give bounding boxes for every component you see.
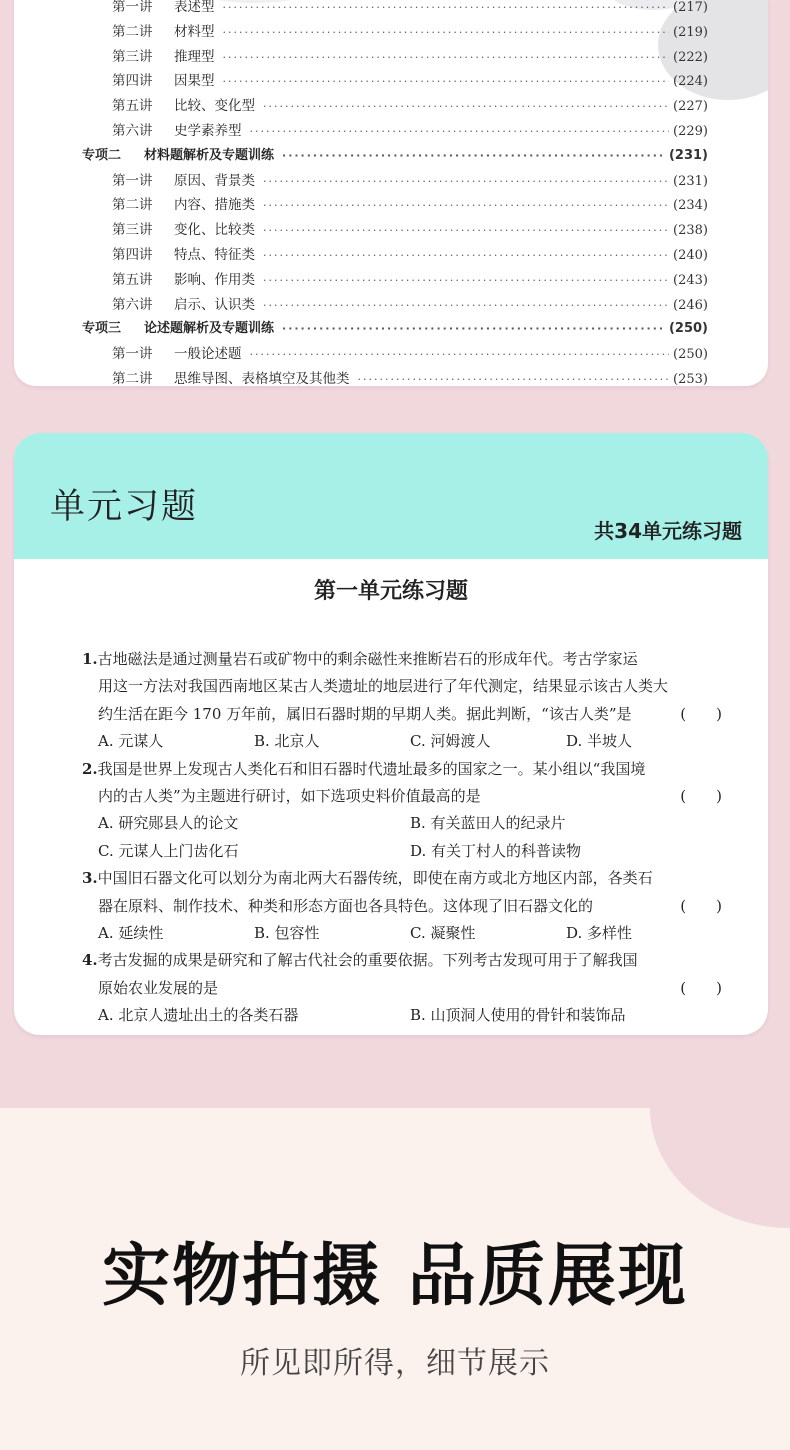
- toc-lecture-num: 第四讲: [112, 246, 153, 263]
- toc-title: 表述型: [174, 0, 215, 15]
- question-line: [82, 893, 722, 920]
- answer-blank: ( ): [680, 786, 722, 805]
- toc-title: 变化、比较类: [174, 222, 255, 239]
- toc-lecture-num: 第二讲: [112, 23, 153, 40]
- promo-headline: 实物拍摄 品质展现: [102, 1237, 688, 1316]
- answer-blank: ( ): [680, 704, 722, 723]
- answer-blank: ( ): [680, 896, 722, 915]
- question-line: [82, 975, 722, 1002]
- toc-lecture-num: 第一讲: [112, 172, 153, 189]
- toc-page: (227): [673, 99, 708, 115]
- option-a: A. 元谋人: [98, 732, 164, 751]
- toc-leader-dots: [263, 170, 669, 195]
- option-c: C. 凝聚性: [410, 923, 476, 942]
- option-d: D. 半坡人: [566, 732, 633, 751]
- option-b: B. 北京人: [254, 732, 320, 751]
- toc-leader-dots: [223, 0, 670, 21]
- toc-page: (229): [673, 123, 708, 139]
- toc-row: [14, 94, 768, 119]
- toc-page: (253): [673, 371, 708, 386]
- option-b: B. 有关蓝田人的纪录片: [410, 814, 566, 833]
- question-text: 内的古人类”为主题进行研讨，如下选项史料价值最高的是: [98, 786, 481, 805]
- toc-lecture-num: 第三讲: [112, 222, 153, 239]
- toc-title: 特点、特征类: [174, 246, 255, 263]
- toc-leader-dots: [282, 144, 665, 169]
- toc-leader-dots: [223, 46, 670, 71]
- toc-leader-dots: [250, 343, 670, 368]
- toc-page: (250): [668, 321, 708, 337]
- toc-page: (250): [673, 347, 708, 363]
- toc-page: (243): [673, 272, 708, 288]
- toc-title: 原因、背景类: [174, 172, 255, 189]
- toc-leader-dots: [263, 95, 669, 120]
- question-text: 器在原料、制作技术、种类和形态方面也各具特色。这体现了旧石器文化的: [98, 896, 594, 915]
- toc-title: 史学素养型: [174, 122, 242, 139]
- toc-title: 因果型: [174, 73, 215, 90]
- toc-page: (234): [673, 198, 708, 214]
- toc-row: [14, 69, 768, 94]
- question-number: 2.: [82, 759, 98, 778]
- unit-title: 单元习题: [50, 487, 199, 527]
- toc-leader-dots: [223, 70, 670, 95]
- toc-title: 一般论述题: [174, 346, 242, 363]
- toc-row: [14, 218, 768, 243]
- toc-lecture-num: 第一讲: [112, 346, 153, 363]
- toc-row: [14, 0, 768, 20]
- option-d: D. 多样性: [566, 923, 633, 942]
- toc-page: (231): [668, 147, 708, 163]
- toc-title: 影响、作用类: [174, 271, 255, 288]
- unit-exercises-card: [14, 433, 768, 1035]
- toc-lecture-num: 第四讲: [112, 73, 153, 90]
- option-c: C. 元谋人上门齿化石: [98, 841, 239, 860]
- question-text: 原始农业发展的是: [98, 978, 219, 997]
- toc-section-row: [14, 144, 768, 169]
- toc-page: (224): [673, 74, 708, 90]
- question-number: 4.: [82, 951, 98, 970]
- toc-page: (219): [673, 24, 708, 40]
- toc-row: [14, 243, 768, 268]
- unit-count: 共34单元练习题: [594, 519, 742, 543]
- question-list: [82, 646, 722, 1029]
- option-row: [82, 1002, 722, 1029]
- toc-lecture-num: 第二讲: [112, 197, 153, 214]
- toc-title: 启示、认识类: [174, 296, 255, 313]
- table-of-contents: [14, 0, 768, 386]
- toc-leader-dots: [263, 269, 669, 294]
- question-line: [82, 756, 722, 783]
- question-number: 3.: [82, 869, 98, 888]
- toc-row: [14, 367, 768, 386]
- toc-lecture-num: 第二讲: [112, 370, 153, 386]
- exercise-title: 第一单元练习题: [313, 578, 468, 604]
- option-c: C. 河姆渡人: [410, 732, 491, 751]
- toc-row: [14, 119, 768, 144]
- toc-section-title: 材料题解析及专题训练: [144, 147, 275, 163]
- option-d: D. 有关丁村人的科普读物: [410, 841, 582, 860]
- toc-page: (222): [673, 49, 708, 65]
- question-text: 约生活在距今 170 万年前，属旧石器时期的早期人类。据此判断，“该古人类”是: [98, 704, 632, 723]
- toc-row: [14, 193, 768, 218]
- toc-title: 比较、变化型: [174, 98, 255, 115]
- question-text: 中国旧石器文化可以划分为南北两大石器传统，即使在南方或北方地区内部，各类石: [97, 869, 653, 888]
- toc-title: 内容、措施类: [174, 197, 255, 214]
- answer-blank: ( ): [680, 978, 722, 997]
- toc-row: [14, 293, 768, 318]
- toc-page: (217): [673, 0, 708, 15]
- toc-section-row: [14, 317, 768, 342]
- toc-lecture-num: 第三讲: [112, 48, 153, 65]
- option-a: A. 研究郧县人的论文: [98, 814, 239, 833]
- question-line: [82, 783, 722, 810]
- toc-lecture-num: 第一讲: [112, 0, 153, 15]
- toc-lecture-num: 第六讲: [112, 296, 153, 313]
- promo-subline: 所见即所得，细节展示: [240, 1346, 550, 1381]
- toc-section-num: 专项三: [82, 321, 122, 337]
- toc-title: 材料型: [174, 23, 215, 40]
- toc-section-num: 专项二: [82, 147, 122, 163]
- question-text: 用这一方法对我国西南地区某古人类遗址的地层进行了年代测定，结果显示该古人类大: [98, 677, 669, 696]
- toc-row: [14, 169, 768, 194]
- question-line: [82, 865, 722, 892]
- toc-leader-dots: [358, 368, 670, 386]
- question-text: 考古发掘的成果是研究和了解古代社会的重要依据。下列考古发现可用于了解我国: [97, 951, 638, 970]
- toc-leader-dots: [263, 219, 669, 244]
- option-row: [82, 838, 722, 865]
- toc-section-title: 论述题解析及专题训练: [144, 321, 275, 337]
- option-b: B. 包容性: [254, 923, 320, 942]
- question-line: [82, 947, 722, 974]
- toc-card: [14, 0, 768, 386]
- toc-page: (231): [673, 173, 708, 189]
- option-a: A. 延续性: [98, 923, 164, 942]
- question-line: [82, 646, 722, 673]
- toc-page: (238): [673, 223, 708, 239]
- question-line: [82, 701, 722, 728]
- toc-leader-dots: [263, 194, 669, 219]
- toc-row: [14, 268, 768, 293]
- toc-title: 推理型: [174, 48, 215, 65]
- question-number: 1.: [82, 650, 98, 668]
- toc-page: (240): [673, 247, 708, 263]
- toc-leader-dots: [263, 244, 669, 269]
- toc-lecture-num: 第五讲: [112, 98, 153, 115]
- toc-leader-dots: [250, 120, 670, 145]
- toc-row: [14, 20, 768, 45]
- option-row: [82, 728, 722, 755]
- option-a: A. 北京人遗址出土的各类石器: [98, 1006, 299, 1025]
- question-text: 我国是世界上发现古人类化石和旧石器时代遗址最多的国家之一。某小组以“我国境: [97, 759, 646, 778]
- toc-page: (246): [673, 297, 708, 313]
- option-row: [82, 810, 722, 837]
- toc-leader-dots: [282, 317, 665, 342]
- question-text: 古地磁法是通过测量岩石或矿物中的剩余磁性来推断岩石的形成年代。考古学家运: [97, 650, 638, 668]
- toc-row: [14, 45, 768, 70]
- toc-row: [14, 342, 768, 367]
- question-line: [82, 673, 722, 700]
- toc-lecture-num: 第六讲: [112, 122, 153, 139]
- toc-title: 思维导图、表格填空及其他类: [174, 370, 350, 386]
- toc-lecture-num: 第五讲: [112, 271, 153, 288]
- option-row: [82, 920, 722, 947]
- toc-leader-dots: [263, 294, 669, 319]
- option-b: B. 山顶洞人使用的骨针和装饰品: [410, 1006, 626, 1025]
- toc-leader-dots: [223, 21, 670, 46]
- unit-header: [14, 433, 768, 559]
